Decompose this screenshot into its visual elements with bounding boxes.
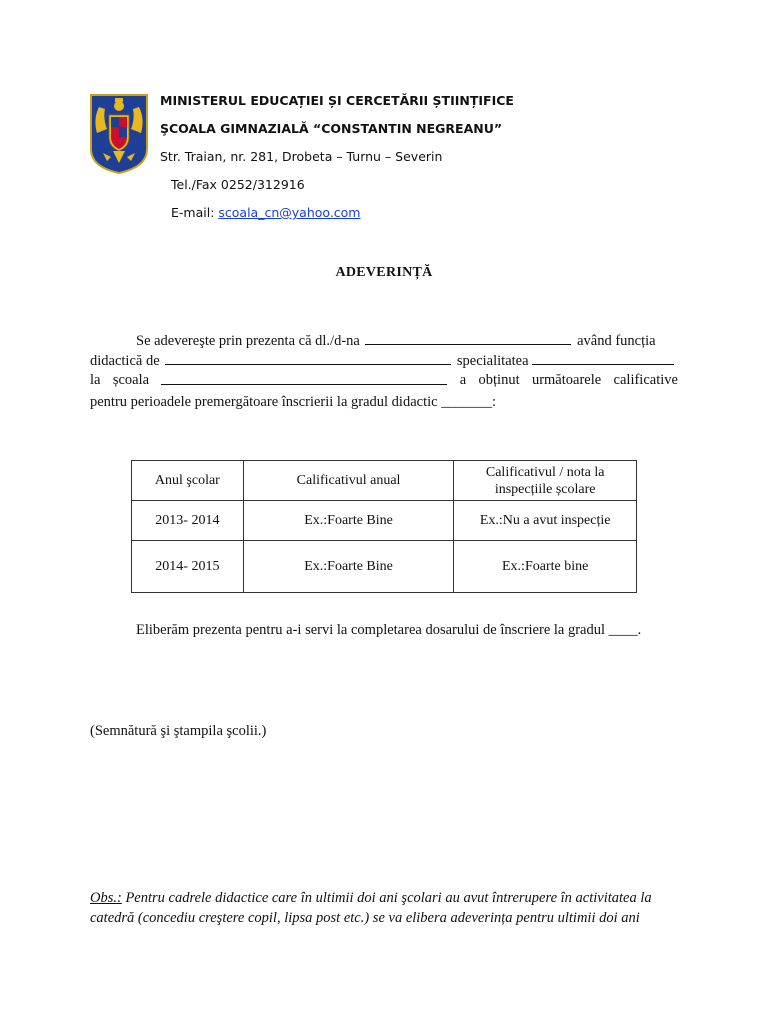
body-line-3 <box>90 372 678 389</box>
line1-end: având funcția <box>577 333 656 349</box>
body-line-1 <box>90 332 678 350</box>
signature-placeholder: (Semnătură şi ştampila şcolii.) <box>90 723 267 739</box>
cell-inspection: Ex.:Nu a avut inspecție <box>454 501 637 541</box>
cell-inspection: Ex.:Foarte bine <box>454 541 637 593</box>
line1-start: Se adevereşte prin prezenta că dl./d-na <box>136 333 360 349</box>
line3-a: la <box>90 372 101 388</box>
header-inspection-grade: Calificativul / nota la inspecțiile școlare <box>454 461 637 501</box>
cell-year: 2013- 2014 <box>132 501 244 541</box>
table-row <box>132 501 637 541</box>
school-phone: Tel./Fax 0252/312916 <box>171 177 305 192</box>
cell-annual: Ex.:Foarte Bine <box>243 501 454 541</box>
specialty-blank[interactable] <box>532 352 674 365</box>
header-annual-grade: Calificativul anual <box>243 461 454 501</box>
line2-b: specialitatea <box>456 353 529 369</box>
email-label: E-mail: <box>171 205 219 220</box>
line3-f: calificative <box>613 372 678 388</box>
line3-b: școala <box>112 372 150 388</box>
observation-line-1 <box>90 890 678 907</box>
coat-of-arms-icon <box>89 93 149 175</box>
obs-text-1: Pentru cadrele didactice care în ultimii doi ani şcolari au avut întrerupere în activitatea la <box>121 890 652 906</box>
document-title: ADEVERINȚĂ <box>335 265 433 280</box>
school-address: Str. Traian, nr. 281, Drobeta – Turnu – Severin <box>160 149 443 164</box>
ministry-name: MINISTERUL EDUCAȚIEI ȘI CERCETĂRII ȘTIINȚIFICE <box>160 93 514 108</box>
name-blank[interactable] <box>365 332 571 345</box>
body-line-4: pentru perioadele premergătoare înscrierii la gradul didactic _______: <box>90 394 496 410</box>
release-statement: Eliberăm prezenta pentru a-i servi la completarea dosarului de înscriere la gradul ____. <box>136 622 642 638</box>
line3-d: obținut <box>478 372 520 388</box>
body-line-2 <box>90 352 678 370</box>
cell-year: 2014- 2015 <box>132 541 244 593</box>
obs-label: Obs.: <box>90 890 122 906</box>
table-header-row <box>132 461 637 501</box>
table-row <box>132 541 637 593</box>
cell-annual: Ex.:Foarte Bine <box>243 541 454 593</box>
school-name: ŞCOALA GIMNAZIALĂ “CONSTANTIN NEGREANU” <box>160 121 503 136</box>
school-email-line <box>171 205 361 220</box>
grades-table <box>131 460 637 593</box>
line3-c: a <box>459 372 467 388</box>
line3-e: următoarele <box>531 372 602 388</box>
observation-line-2: catedră (concediu creştere copil, lipsa post etc.) se va elibera adeverința pentru ultimii doi ani <box>90 910 640 926</box>
email-link[interactable]: scoala_cn@yahoo.com <box>218 205 361 220</box>
school-blank[interactable] <box>161 372 447 385</box>
header-school-year: Anul şcolar <box>132 461 244 501</box>
function-blank[interactable] <box>165 352 451 365</box>
line2-a: didactică de <box>90 353 160 369</box>
